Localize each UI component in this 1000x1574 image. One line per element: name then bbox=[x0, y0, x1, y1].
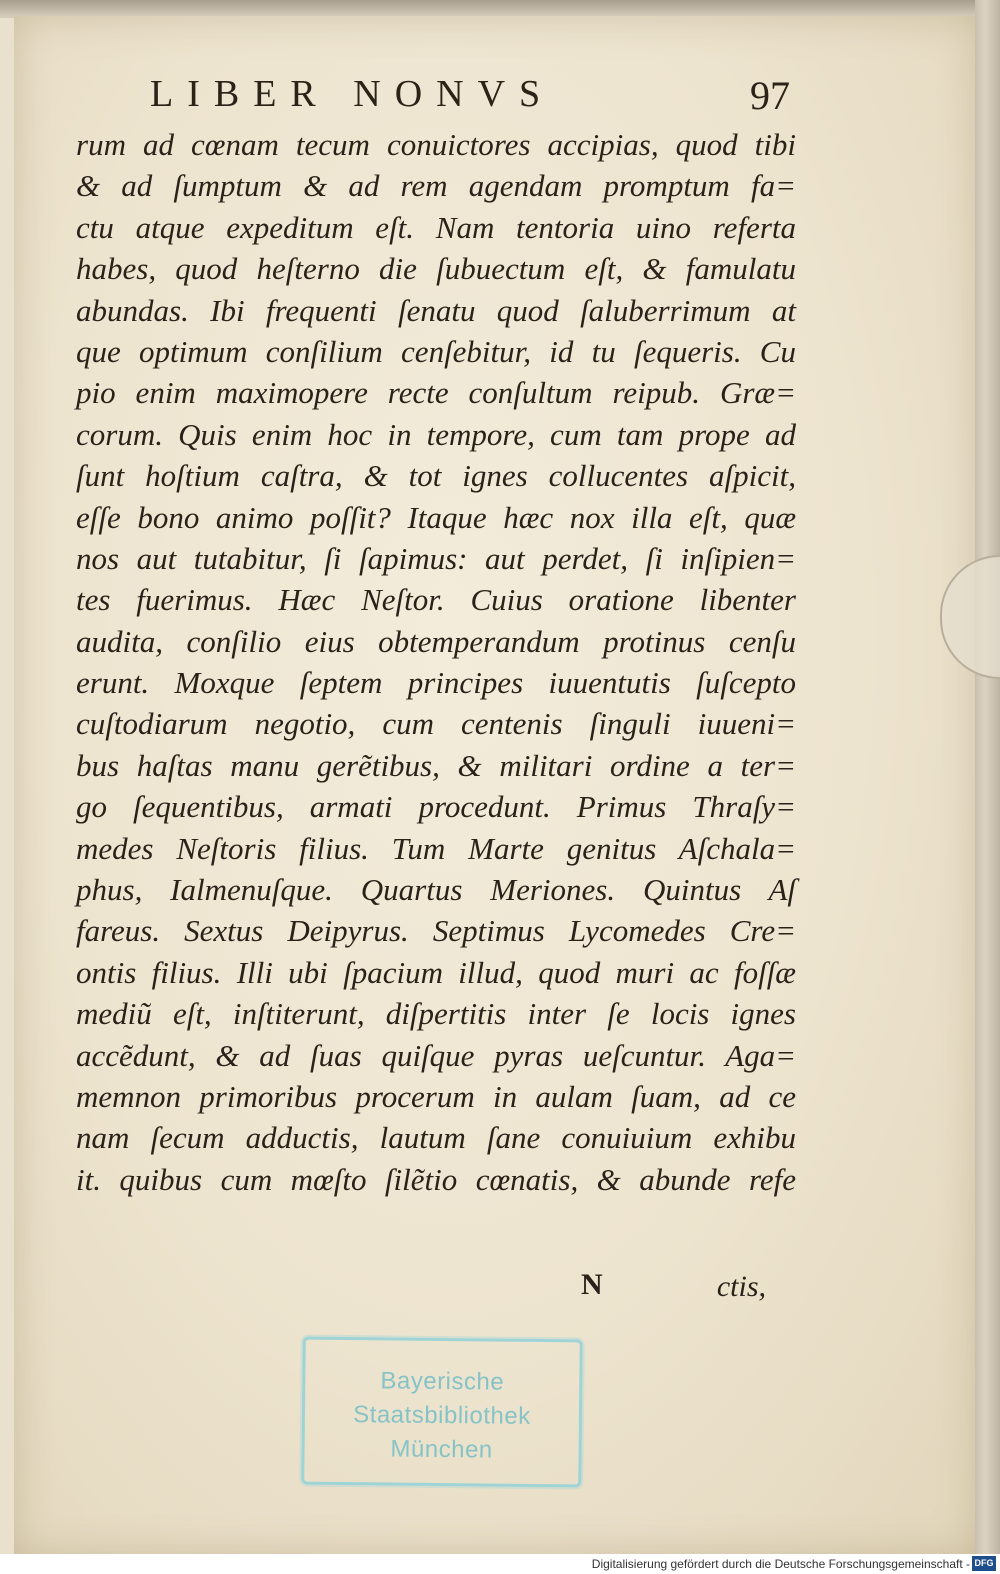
funding-notice: Digitalisierung gefördert durch die Deutsche Forschungsgemeinschaft - bbox=[591, 1557, 970, 1571]
text-line: pio enim maximopere recte conſultum reipub. Græ= bbox=[76, 375, 796, 411]
stamp-line-3: München bbox=[390, 1435, 493, 1464]
text-line: phus, Ialmenuſque. Quartus Meriones. Quintus Aſ bbox=[76, 872, 796, 908]
stamp-line-1: Bayerische bbox=[380, 1367, 505, 1396]
text-line: corum. Quis enim hoc in tempore, cum tam prope ad bbox=[76, 416, 796, 452]
catchword: ctis, bbox=[716, 1270, 766, 1303]
text-line: memnon primoribus procerum in aulam ſuam, ad ce bbox=[76, 1078, 796, 1114]
text-line: audita, conſilio eius obtemperandum protinus cenſu bbox=[76, 623, 796, 659]
text-line: ontis filius. Illi ubi ſpacium illud, quod muri ac foſſæ bbox=[76, 954, 796, 990]
signature-mark: N bbox=[581, 1268, 603, 1301]
text-line: abundas. Ibi frequenti ſenatu quod ſaluberrimum at bbox=[76, 292, 796, 328]
text-line: go ſequentibus, armati procedunt. Primus Thraſy= bbox=[76, 789, 796, 825]
text-line: nos aut tutabitur, ſi ſapimus: aut perdet, ſi inſipien= bbox=[76, 540, 796, 576]
text-line: rum ad cœnam tecum conuictores accipias, quod tibi bbox=[76, 127, 796, 162]
text-line: erunt. Moxque ſeptem principes iuuentutis ſuſcepto bbox=[76, 665, 796, 701]
text-line: habes, quod heſterno die ſubuectum eſt, & famulatu bbox=[76, 251, 796, 287]
page-right-edge bbox=[975, 0, 1000, 1574]
text-line: ſunt hoſtium caſtra, & tot ignes collucentes aſpicit, bbox=[76, 458, 796, 494]
text-line: ctu atque expeditum eſt. Nam tentoria uino referta bbox=[76, 209, 796, 245]
running-title: LIBER NONVS bbox=[150, 73, 555, 115]
text-line: mediũ eſt, inſtiterunt, diſpertitis inter ſe locis ignes bbox=[76, 996, 796, 1032]
body-text bbox=[76, 124, 796, 1200]
signature-catchword-row bbox=[76, 1268, 766, 1312]
text-line: & ad ſumptum & ad rem agendam promptum fa= bbox=[76, 168, 796, 204]
text-line: que optimum conſilium cenſebitur, id tu ſequeris. Cu bbox=[76, 333, 796, 369]
text-line: bus haſtas manu gerẽtibus, & militari ordine a ter= bbox=[76, 747, 796, 783]
text-line: it. quibus cum mœſto ſilẽtio cœnatis, & abunde refe bbox=[76, 1161, 796, 1197]
text-line: medes Neſtoris filius. Tum Marte genitus Aſchala= bbox=[76, 830, 796, 866]
dfg-logo-icon: DFG bbox=[972, 1556, 996, 1571]
text-line: nam ſecum adductis, lautum ſane conuiuium exhibu bbox=[76, 1120, 796, 1156]
text-line: fareus. Sextus Deipyrus. Septimus Lycomedes Cre= bbox=[76, 913, 796, 949]
folio-number: 97 bbox=[750, 73, 790, 118]
library-stamp bbox=[301, 1337, 583, 1488]
text-line: tes fuerimus. Hæc Neſtor. Cuius oratione libenter bbox=[76, 582, 796, 618]
text-line: accẽdunt, & ad ſuas quiſque pyras ueſcuntur. Aga= bbox=[76, 1037, 796, 1073]
stamp-line-2: Staatsbibliothek bbox=[353, 1401, 531, 1430]
running-head bbox=[150, 72, 790, 122]
text-line: eſſe bono animo poſſit? Itaque hæc nox illa eſt, quæ bbox=[76, 499, 796, 535]
text-line: cuſtodiarum negotio, cum centenis ſinguli iuueni= bbox=[76, 706, 796, 742]
